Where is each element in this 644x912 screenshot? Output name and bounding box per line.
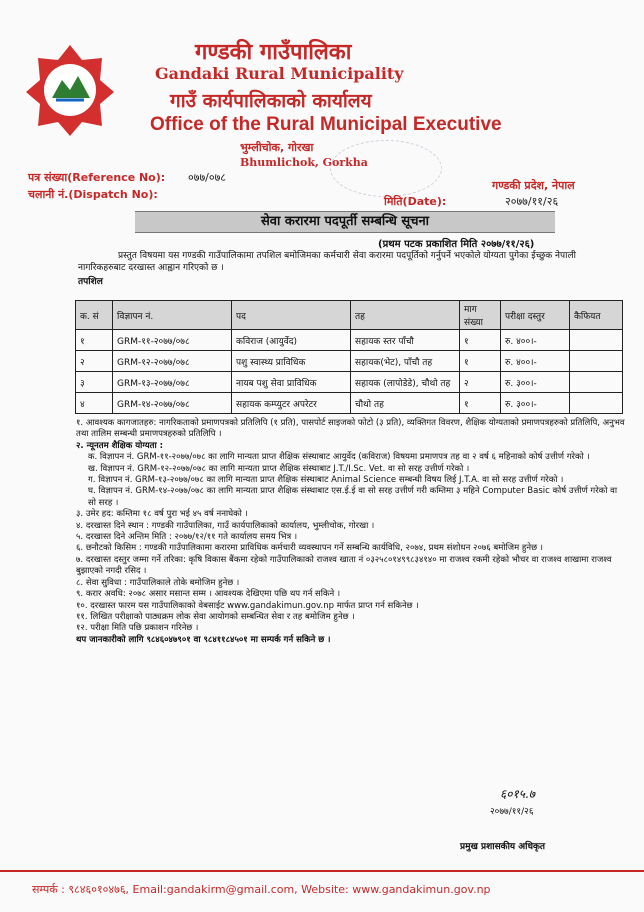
office-stamp (330, 140, 442, 197)
cell-adv: GRM-१४-२०७७/०७८ (113, 393, 232, 414)
cell-level: सहायक(भेट), पाँचौ तह (351, 351, 460, 372)
col-adv: विज्ञापन नं. (113, 301, 232, 330)
cell-post: सहायक कम्प्युटर अपरेटर (232, 393, 351, 414)
note-item: ३. उमेर हद: कम्तिमा १८ वर्ष पुरा भई ४५ वर्ष ननाघेको । (76, 509, 248, 520)
note-item: १. आवश्यक कागजातहरु: नागरिकताको प्रमाणपत्रको प्रतिलिपि (१ प्रति), पासपोर्ट साइजको फोटो (३ प्रति), व्यक्तिगत विवरण, शैक्षिक योग्यताको प्रमाणपत्रहरुको प्रतिलिपि, अनुभव तथा तालिम सम्बन्धी प्रमाणपत्रहरुको प्रतिलिपि । (76, 418, 625, 440)
cell-demand: २ (460, 372, 501, 393)
cell-sn: २ (76, 351, 113, 372)
address-np: भुम्लीचोक, गोरखा (240, 141, 314, 154)
municipality-name-en: Gandaki Rural Municipality (155, 64, 404, 83)
cell-sn: ३ (76, 372, 113, 393)
cell-fee: रु. ४००।- (501, 351, 570, 372)
cell-fee: रु. ३००।- (501, 372, 570, 393)
notice-intro: प्रस्तुत विषयमा यस गण्डकी गाउँपालिकामा तपशिल बमोजिमका कर्मचारी सेवा करारमा पदपूर्तिको गर्नुपर्ने भएकोले योग्यता पुगेका ईच्छुक नेपाली नागरिकहरुबाट दरखास्त आह्वान गरिएको छ । (78, 251, 576, 273)
cell-adv: GRM-११-२०७७/०७८ (113, 330, 232, 351)
office-name-np: गाउँ कार्यपालिकाको कार्यालय (170, 90, 372, 112)
cell-level: चौथो तह (351, 393, 460, 414)
col-sn: क. सं (76, 301, 113, 330)
address-en: Bhumlichok, Gorkha (240, 156, 368, 169)
table-row (76, 393, 623, 414)
note-item: १०. दरखास्त फारम यस गाउँपालिकाको वेबसाईट www.gandakimun.gov.np मार्फत प्राप्त गर्न सकिनेछ । (76, 600, 419, 611)
cell-fee: रु. ३००।- (501, 393, 570, 414)
cell-sn: १ (76, 330, 113, 351)
cell-remark (570, 393, 623, 414)
date-label: मिति(Date): (384, 195, 447, 208)
date-value: २०७७/११/२६ (505, 195, 559, 208)
cell-demand: १ (460, 351, 501, 372)
note-item: घ. विज्ञापन नं. GRM-१४-२०७७/०७८ का लागि मान्यता प्राप्त शैक्षिक संस्थाबाट एस.ई.ई वा सो सरह उत्तीर्ण गरी कम्तिमा ३ महिने Computer Basic कोर्ष उत्तीर्ण गरेको वा सो सरह । (88, 486, 618, 508)
notice-notes (76, 418, 626, 646)
note-item: ५. दरखास्त दिने अन्तिम मिति : २०७७/१२/११ गते कार्यालय समय भित्र । (76, 532, 298, 543)
province-label: गण्डकी प्रदेश, नेपाल (492, 179, 575, 192)
cell-fee: रु. ४००।- (501, 330, 570, 351)
note-item: ग. विज्ञापन नं. GRM-१३-२०७७/०७८ का लागि मान्यता प्राप्त शैक्षिक संस्थाबाट Animal Science सम्बन्धी विषय लिई J.T.A. वा सो सरह उत्तीर्ण गरेको । (88, 475, 564, 486)
cell-remark (570, 351, 623, 372)
note-item: ६. छनौटको किसिम : गण्डकी गाउँपालिकामा करारमा प्राविधिक कर्मचारी व्यवस्थापन गर्ने सम्बन्धि कार्यविधि, २०७४, प्रथम संशोधन २०७६ बमोजिम हुनेछ । (76, 543, 543, 554)
col-demand: माग संख्या (460, 301, 501, 330)
municipality-name-np: गण्डकी गाउँपालिका (195, 40, 352, 65)
vacancy-table (75, 300, 623, 414)
reference-label: पत्र संख्या(Reference No): (28, 171, 166, 184)
footer (0, 870, 644, 912)
cell-level: सहायक स्तर पाँचौ (351, 330, 460, 351)
note-item: ९. करार अवधि: २०७८ असार मसान्त सम्म । आवश्यक देखिएमा पछि थप गर्न सकिने । (76, 589, 341, 600)
signature-block (460, 785, 545, 852)
cell-adv: GRM-१३-२०७७/०७८ (113, 372, 232, 393)
table-row (76, 330, 623, 351)
col-post: पद (232, 301, 351, 330)
table-row (76, 351, 623, 372)
cell-sn: ४ (76, 393, 113, 414)
cell-demand: १ (460, 393, 501, 414)
cell-level: सहायक (लापोडेडे), चौथो तह (351, 372, 460, 393)
notice-title: सेवा करारमा पदपूर्ती सम्बन्धि सूचना (135, 211, 555, 233)
col-level: तह (351, 301, 460, 330)
cell-post: पशु स्वास्थ्य प्राविधिक (232, 351, 351, 372)
note-item: ४. दरखास्त दिने स्थान : गण्डकी गाउँपालिका, गाउँ कार्यपालिकाको कार्यालय, भुम्लीचोक, गोरखा । (76, 520, 375, 531)
cell-post: कविराज (आयुर्वेद) (232, 330, 351, 351)
note-item: क. विज्ञापन नं. GRM-११-२०७७/०७८ का लागि मान्यता प्राप्त शैक्षिक संस्थाबाट आयुर्वेद (कविराज) विषयमा प्रमाणपत्र तह वा २ वर्ष ६ महिनाको कोर्ष उत्तीर्ण गरेको । (88, 452, 590, 463)
col-remark: कैफियत (570, 301, 623, 330)
note-item: ११. लिखित परीक्षाको पाठ्यक्रम लोक सेवा आयोगको सम्बन्धित सेवा र तह बमोजिम हुनेछ । (76, 611, 355, 622)
note-item: ७. दरखास्त दस्तुर जम्मा गर्ने तरिका: कृषि विकास बैंकमा रहेको गाउँपालिकाको राजश्व खाता नं ०३२५८०१४९९८३४१४० मा राजश्व रकमी रहेको भौचर वा राजश्व शाखामा राजश्व बुझाएको नगदी रसिद । (76, 554, 612, 577)
cell-adv: GRM-१२-२०७७/०७८ (113, 351, 232, 372)
cell-remark (570, 330, 623, 351)
note-item: १२. परीक्षा मिति पछि प्रकाशन गरिनेछ । (76, 623, 199, 634)
signatory-title: प्रमुख प्रशासकीय अधिकृत (460, 842, 546, 852)
note-item: ८. सेवा सुविधा : गाउँपालिकाले तोके बमोजिम हुनेछ । (76, 577, 240, 588)
table-row (76, 372, 623, 393)
notice-subtitle: (प्रथम पटक प्रकाशित मिति २०७७/११/२६) (378, 239, 535, 250)
cell-demand: १ (460, 330, 501, 351)
footer-contact: सम्पर्क : ९८४६०१०४७६, Email:gandakirm@gmail.com, Website: www.gandakimun.gov.np (32, 883, 491, 896)
table-header-row (76, 301, 623, 330)
tapsil-label: तपशिल (78, 277, 103, 287)
reference-value: ०७७/०७८ (188, 171, 227, 184)
note-item: ख. विज्ञापन नं. GRM-१२-२०७७/०७८ का लागि मान्यता प्राप्त शैक्षिक संस्थाबाट J.T./I.Sc. Vet. वा सो सरह उत्तीर्ण गरेको । (88, 463, 470, 474)
cell-remark (570, 372, 623, 393)
dispatch-label: चलानी नं.(Dispatch No): (28, 188, 158, 201)
signature: ६०१५.७ (500, 787, 536, 801)
note-item: २. न्यूनतम शैक्षिक योग्यता : (76, 440, 164, 451)
municipality-emblem-icon (22, 40, 118, 140)
col-fee: परीक्षा दस्तुर (501, 301, 570, 330)
office-name-en: Office of the Rural Municipal Executive (150, 114, 502, 135)
cell-post: नायब पशु सेवा प्राविधिक (232, 372, 351, 393)
signature-date: २०७७/११/२६ (490, 807, 534, 817)
note-item: थप जानकारीको लागि ९८४६०४७९०१ वा ९८४११८४५०१ मा सम्पर्क गर्न सकिने छ । (76, 634, 331, 645)
